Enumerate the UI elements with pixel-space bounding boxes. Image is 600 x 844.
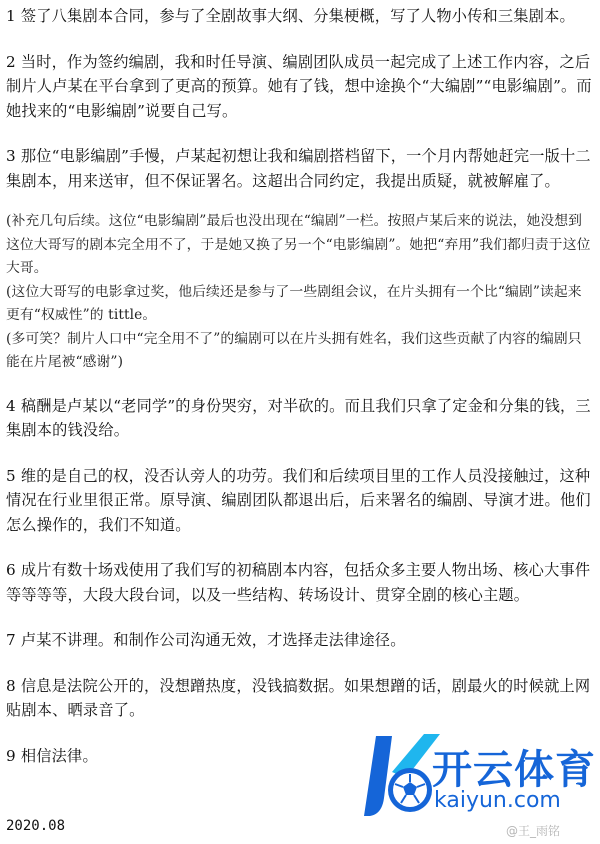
paragraph-1: 1 签了八集剧本合同，参与了全剧故事大纲、分集梗概，写了人物小传和三集剧本。 — [6, 7, 575, 25]
paragraph-2: 2 当时，作为签约编剧，我和时任导演、编剧团队成员一起完成了上述工作内容，之后制片人卢某在平台拿到了更高的预算。她有了钱，想中途换个“大编剧”“电影编剧”。而她找来的“电影编剧”说要自己写。 — [6, 52, 592, 120]
watermark-url: kaiyun.com — [434, 788, 561, 813]
paragraph-4: 4 稿酬是卢某以“老同学”的身份哭穷，对半砍的。而且我们只拿了定金和分集的钱，三集剧本的钱没给。 — [6, 396, 591, 439]
statement-document — [6, 4, 594, 789]
paragraph-8: 8 信息是法院公开的，没想蹭热度，没钱搞数据。如果想蹭的话，剧最火的时候就上网贴剧本、晒录音了。 — [6, 676, 591, 719]
paragraph-3: 3 那位“电影编剧”手慢，卢某起初想让我和编剧搭档留下，一个月内帮她赶完一版十二集剧本，用来送审，但不保证署名。这超出合同约定，我提出质疑，就被解雇了。 — [6, 147, 591, 190]
paragraph-7: 7 卢某不讲理。和制作公司沟通无效，才选择走法律途径。 — [6, 631, 406, 649]
note-1: (补充几句后续。这位“电影编剧”最后也没出现在“编剧”一栏。按照卢某后来的说法，她没想到这位大哥写的剧本完全用不了，于是她又换了另一个“电影编剧”。她把“弃用”我们都归责于这位大哥。 — [6, 213, 591, 276]
paragraph-6: 6 成片有数十场戏使用了我们写的初稿剧本内容，包括众多主要人物出场、核心大事件等等等等，大段大段台词，以及一些结构、转场设计、贯穿全剧的核心主题。 — [6, 561, 591, 604]
paragraph-5: 5 维的是自己的权，没否认旁人的功劳。我们和后续项目里的工作人员没接触过，这种情况在行业里很正常。原导演、编剧团队都退出后，后来署名的编剧、导演才进。他们怎么操作的，我们不知道。 — [6, 466, 591, 534]
note-2: (这位大哥写的电影拿过奖，他后续还是参与了一些剧组会议，在片头拥有一个比“编剧”读起来更有“权威性”的 tittle。 — [6, 283, 582, 323]
soccer-ball-logo-icon — [362, 728, 442, 823]
kaiyun-watermark — [362, 728, 598, 840]
paragraph-9: 9 相信法律。 — [6, 746, 98, 765]
watermark-title: 开云体育 — [432, 747, 596, 793]
weibo-handle: @王_雨铭 — [506, 824, 561, 838]
supplement-notes — [6, 210, 594, 375]
document-date: 2020.08 — [6, 818, 66, 834]
note-3: (多可笑？制片人口中“完全用不了”的编剧可以在片头拥有姓名，我们这些贡献了内容的编剧只能在片尾被“感谢”) — [6, 330, 582, 370]
